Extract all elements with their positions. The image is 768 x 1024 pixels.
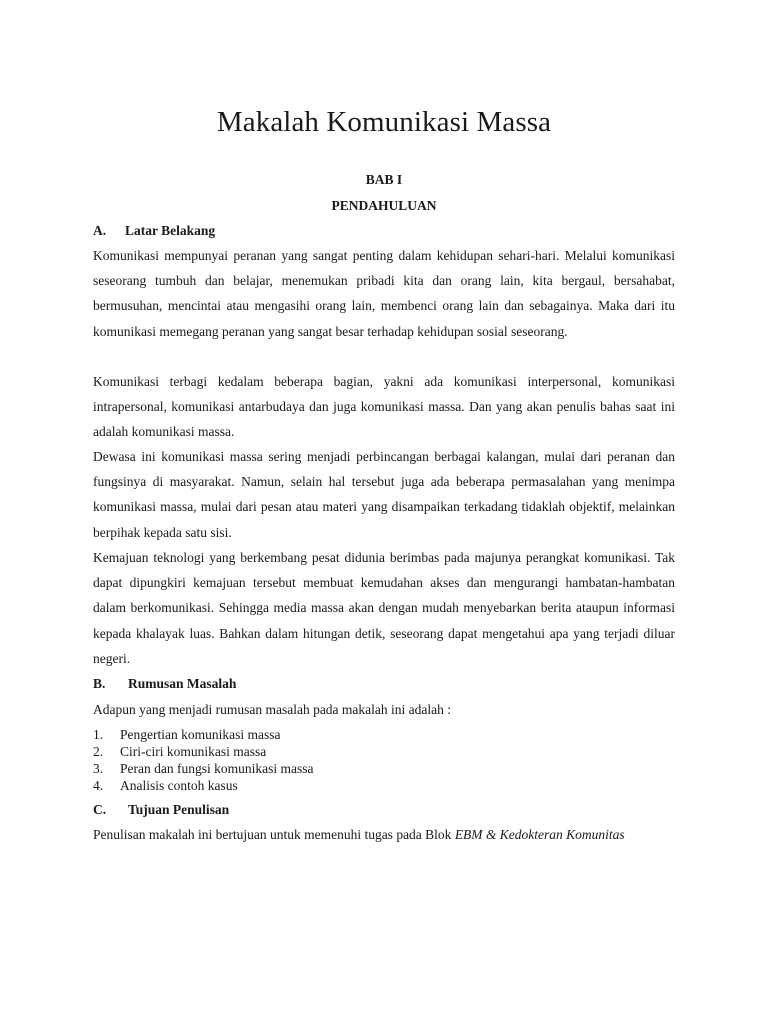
paragraph-2: Komunikasi terbagi kedalam beberapa bagian, yakni ada komunikasi interpersonal, komunikasi intrapersonal, komunikasi antarbudaya dan juga komunikasi massa. Dan yang akan penulis bahas saat ini adalah komunikasi massa. [93, 374, 675, 440]
problem-list [93, 726, 675, 794]
list-text: Ciri-ciri komunikasi massa [120, 744, 267, 759]
list-number: 4. [93, 778, 104, 793]
list-text: Pengertian komunikasi massa [120, 727, 281, 742]
chapter-label: BAB I [365, 172, 403, 187]
document-title: Makalah Komunikasi Massa [216, 106, 552, 138]
paragraph-1: Komunikasi mempunyai peranan yang sangat penting dalam kehidupan sehari-hari. Melalui komunikasi seseorang tumbuh dan belajar, menemukan pribadi kita dan orang lain, kita bergaul, bersahabat, bermusuhan, mencintai atau mengasihi orang lain, membenci orang lain dan sebagainya. Maka dari itu komunikasi memegang peranan yang sangat besar terhadap kehidupan sosial seseorang. [93, 248, 675, 339]
list-number: 3. [93, 761, 104, 776]
list-number: 2. [93, 744, 104, 759]
section-a-title: Latar Belakang [125, 223, 216, 238]
section-b-intro: Adapun yang menjadi rumusan masalah pada makalah ini adalah : [93, 702, 452, 717]
paragraph-3: Dewasa ini komunikasi massa sering menjadi perbincangan berbagai kalangan, mulai dari peranan dan fungsinya di masyarakat. Namun, selain hal tersebut juga ada beberapa permasalahan yang menimpa komunikasi massa, mulai dari pesan atau materi yang disampaikan terkadang tidaklah objektif, melainkan berpihak kepada satu sisi. [93, 449, 675, 540]
section-c-text: Penulisan makalah ini bertujuan untuk memenuhi tugas pada Blok [93, 827, 455, 842]
section-b-heading [93, 675, 236, 693]
list-item [93, 760, 675, 777]
list-text: Peran dan fungsi komunikasi massa [120, 761, 314, 776]
list-item [93, 743, 675, 760]
section-a-heading [93, 222, 215, 240]
list-number: 1. [93, 727, 104, 742]
section-c-letter: C. [93, 802, 107, 817]
section-b-title: Rumusan Masalah [128, 676, 237, 691]
list-item [93, 777, 675, 794]
section-c-heading [93, 801, 229, 819]
paragraph-4: Kemajuan teknologi yang berkembang pesat didunia berimbas pada majunya perangkat komunikasi. Tak dapat dipungkiri kemajuan tersebut membuat kemudahan akses dan mengurangi hambatan-hambatan dalam berkomunikasi. Sehingga media massa akan dengan mudah menyebarkan berita ataupun informasi kepada khalayak luas. Bahkan dalam hitungan detik, seseorang dapat mengetahui apa yang terjadi diluar negeri. [93, 550, 675, 666]
section-c-title: Tujuan Penulisan [128, 802, 230, 817]
section-b-letter: B. [93, 676, 106, 691]
section-c-paragraph [93, 822, 675, 847]
section-a-letter: A. [93, 223, 107, 238]
section-c-italic-text: EBM & Kedokteran Komunitas [454, 827, 625, 842]
list-item [93, 726, 675, 743]
chapter-title: PENDAHULUAN [331, 198, 437, 213]
list-text: Analisis contoh kasus [120, 778, 238, 793]
